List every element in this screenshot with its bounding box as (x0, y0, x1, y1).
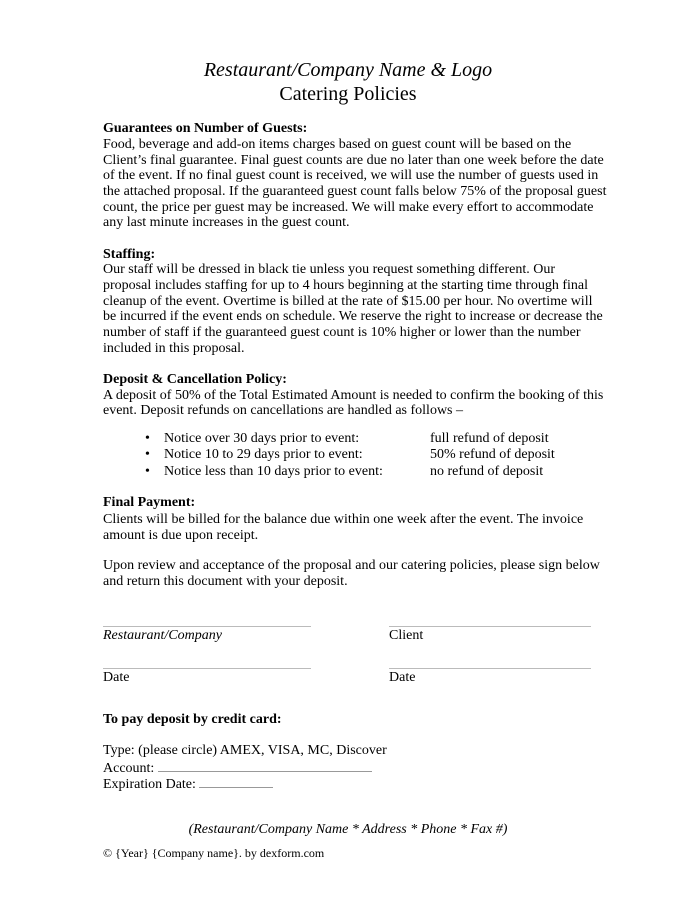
deposit-heading: Deposit & Cancellation Policy: (103, 372, 287, 387)
account-label: Account: (103, 761, 155, 776)
guarantees-line: Client’s final guarantee. Final guest counts are due no later than one week before the date (103, 153, 604, 168)
guarantees-line: the attached proposal. If the guaranteed guest count falls below 75% of the proposal guest (103, 184, 607, 199)
copyright: © {Year} {Company name}. by dexform.com (103, 846, 325, 860)
credit-card-heading: To pay deposit by credit card: (103, 712, 282, 727)
guarantees-line: count, the price per guest may be increased. We will make every effort to accommodate (103, 200, 594, 215)
staffing-line: be incurred if the event ends on schedule. We reserve the right to increase or decrease the (103, 309, 603, 324)
final-payment-heading: Final Payment: (103, 495, 196, 510)
contact-footer: (Restaurant/Company Name * Address * Phone * Fax #) (188, 822, 508, 837)
final-payment-line: Clients will be billed for the balance due within one week after the event. The invoice (103, 512, 584, 527)
refund-amount: no refund of deposit (430, 464, 544, 479)
refund-notice: Notice 10 to 29 days prior to event: (164, 447, 363, 462)
acceptance-line: and return this document with your deposit. (103, 574, 348, 589)
staffing-line: included in this proposal. (103, 341, 245, 356)
client-date-label: Date (389, 670, 416, 685)
staffing-line: cleanup of the event. Overtime is billed at the rate of $15.00 per hour. No overtime will (103, 294, 593, 309)
acceptance-line: Upon review and acceptance of the proposal and our catering policies, please sign below (103, 558, 600, 573)
refund-notice: Notice over 30 days prior to event: (164, 431, 360, 446)
staffing-line: proposal includes staffing for up to 4 hours beginning at the starting time through final (103, 278, 588, 293)
refund-amount: 50% refund of deposit (430, 447, 555, 462)
expiration-label: Expiration Date: (103, 777, 196, 792)
deposit-line: A deposit of 50% of the Total Estimated Amount is needed to confirm the booking of this (103, 388, 604, 403)
guarantees-line: any last minute increases in the guest count. (103, 215, 350, 230)
deposit-line: event. Deposit refunds on cancellations are handled as follows – (103, 403, 464, 418)
guarantees-heading: Guarantees on Number of Guests: (103, 121, 308, 136)
company-name-logo: Restaurant/Company Name & Logo (203, 59, 493, 81)
refund-amount: full refund of deposit (430, 431, 549, 446)
final-payment-line: amount is due upon receipt. (103, 528, 259, 543)
refund-notice: Notice less than 10 days prior to event: (164, 464, 383, 479)
account-field[interactable] (158, 759, 372, 772)
client-date-line[interactable] (389, 668, 591, 669)
staffing-line: Our staff will be dressed in black tie unless you request something different. Our (103, 262, 556, 277)
restaurant-signature-line[interactable] (103, 626, 311, 627)
restaurant-date-line[interactable] (103, 668, 311, 669)
bullet-icon: • (145, 464, 150, 479)
restaurant-date-label: Date (103, 670, 130, 685)
card-type-text: Type: (please circle) AMEX, VISA, MC, Discover (103, 743, 387, 758)
client-signature-label: Client (389, 628, 424, 643)
expiration-field[interactable] (199, 775, 273, 788)
staffing-line: number of staff if the guaranteed guest count is 10% higher or lower than the number (103, 325, 581, 340)
client-signature-line[interactable] (389, 626, 591, 627)
bullet-icon: • (145, 447, 150, 462)
guarantees-line: of the event. If no final guest count is received, we will use the number of guests used in (103, 168, 599, 183)
staffing-heading: Staffing: (103, 247, 156, 262)
restaurant-signature-label: Restaurant/Company (103, 628, 222, 643)
guarantees-line: Food, beverage and add-on items charges based on guest count will be based on the (103, 137, 572, 152)
bullet-icon: • (145, 431, 150, 446)
page-title: Catering Policies (279, 83, 417, 105)
